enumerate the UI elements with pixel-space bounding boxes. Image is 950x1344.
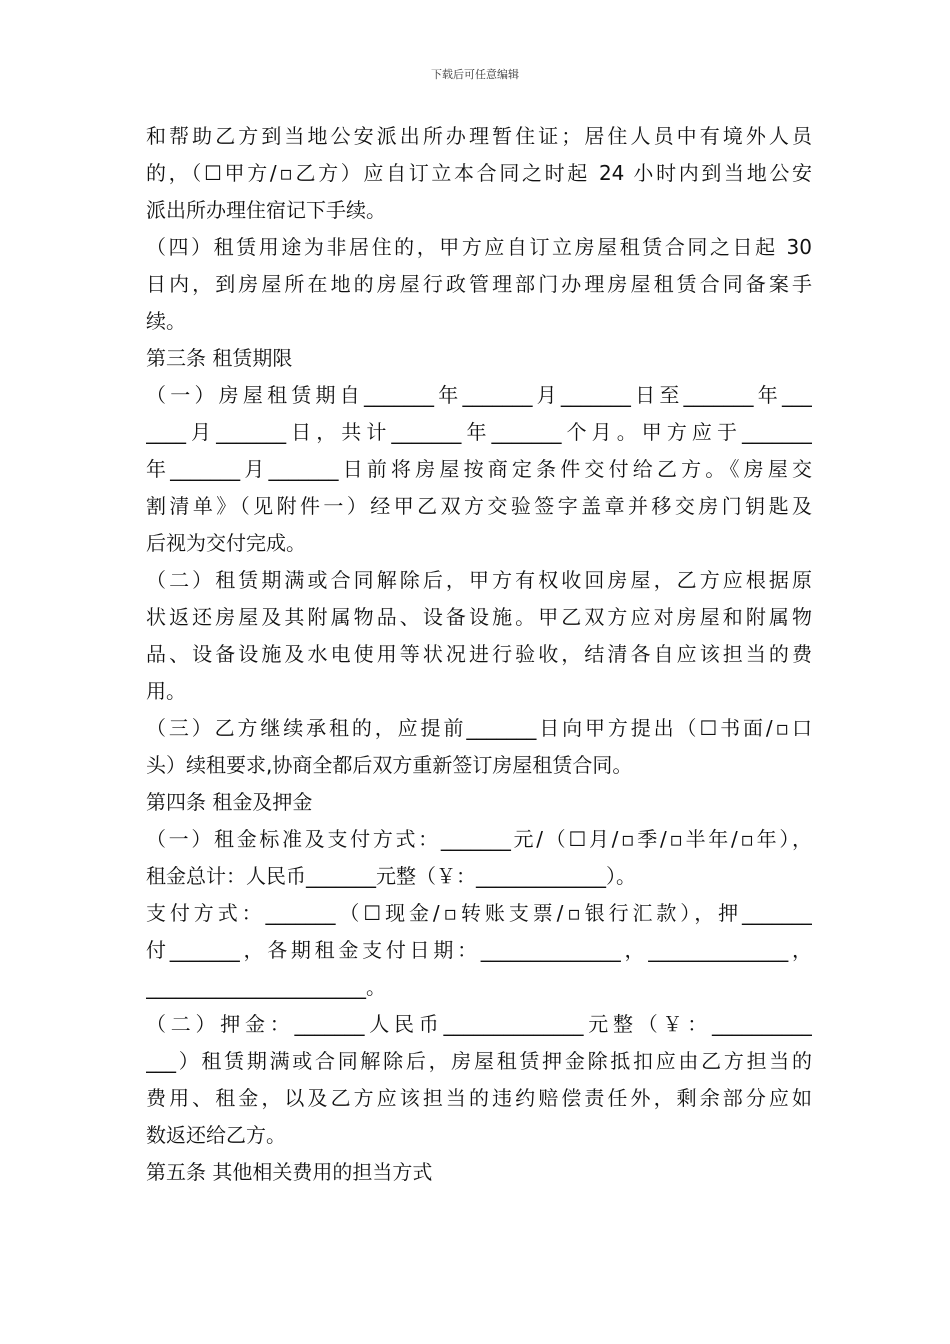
- contract-body: [146, 118, 812, 1191]
- paragraph-line: （二）租赁期满或合同解除后，甲方有权收回房屋，乙方应根据原: [146, 568, 812, 592]
- paragraph-line: 的，（☐甲方/▫乙方）应自订立本合同之时起 24 小时内到当地公安: [146, 161, 812, 185]
- paragraph-line: 租金总计：人民币_______元整（￥：_____________）。: [146, 864, 636, 888]
- paragraph-line: ______________________。: [146, 975, 386, 999]
- section-heading: 第四条 租金及押金: [146, 790, 313, 814]
- paragraph-line: 头）续租要求,协商全都后双方重新签订房屋租赁合同。: [146, 753, 633, 777]
- paragraph-line: 付_______，各期租金支付日期：______________，______________，: [146, 938, 812, 962]
- paragraph-line: 数返还给乙方。: [146, 1123, 286, 1147]
- paragraph-line: （三）乙方继续承租的，应提前_______日向甲方提出（☐书面/▫口: [146, 716, 812, 740]
- paragraph-line: 品、设备设施及水电使用等状况进行验收，结清各自应该担当的费: [146, 642, 812, 666]
- paragraph-line: 派出所办理住宿记下手续。: [146, 198, 386, 222]
- paragraph-line: ____月_______日，共计_______年_______个月。甲方应于_______: [146, 420, 812, 444]
- paragraph-line: ___）租赁期满或合同解除后，房屋租赁押金除抵扣应由乙方担当的: [146, 1049, 812, 1073]
- paragraph-line: （一）房屋租赁期自_______年_______月_______日至_______年___: [146, 383, 812, 407]
- paragraph-line: 费用、租金，以及乙方应该担当的违约赔偿责任外，剩余部分应如: [146, 1086, 812, 1110]
- paragraph-line: 支付方式：_______（☐现金/▫转账支票/▫银行汇款），押_______: [146, 901, 812, 925]
- paragraph-line: 后视为交付完成。: [146, 531, 306, 555]
- paragraph-line: 和帮助乙方到当地公安派出所办理暂住证；居住人员中有境外人员: [146, 124, 812, 148]
- paragraph-line: （四）租赁用途为非居住的，甲方应自订立房屋租赁合同之日起 30: [146, 235, 812, 259]
- paragraph-line: 年_______月_______日前将房屋按商定条件交付给乙方。《房屋交: [146, 457, 812, 481]
- paragraph-line: 用。: [146, 679, 186, 703]
- paragraph-line: （二）押金：_______人民币______________元整（￥：__________: [146, 1012, 812, 1036]
- paragraph-line: 日内，到房屋所在地的房屋行政管理部门办理房屋租赁合同备案手: [146, 272, 812, 296]
- paragraph-line: 割清单》（见附件一）经甲乙双方交验签字盖章并移交房门钥匙及: [146, 494, 812, 518]
- paragraph-line: （一）租金标准及支付方式：_______元/（☐月/▫季/▫半年/▫年），: [146, 827, 812, 851]
- paragraph-line: 续。: [146, 309, 186, 333]
- section-heading: 第五条 其他相关费用的担当方式: [146, 1160, 433, 1184]
- section-heading: 第三条 租赁期限: [146, 346, 293, 370]
- page-header: 下载后可任意编辑: [431, 68, 519, 81]
- paragraph-line: 状返还房屋及其附属物品、设备设施。甲乙双方应对房屋和附属物: [146, 605, 812, 629]
